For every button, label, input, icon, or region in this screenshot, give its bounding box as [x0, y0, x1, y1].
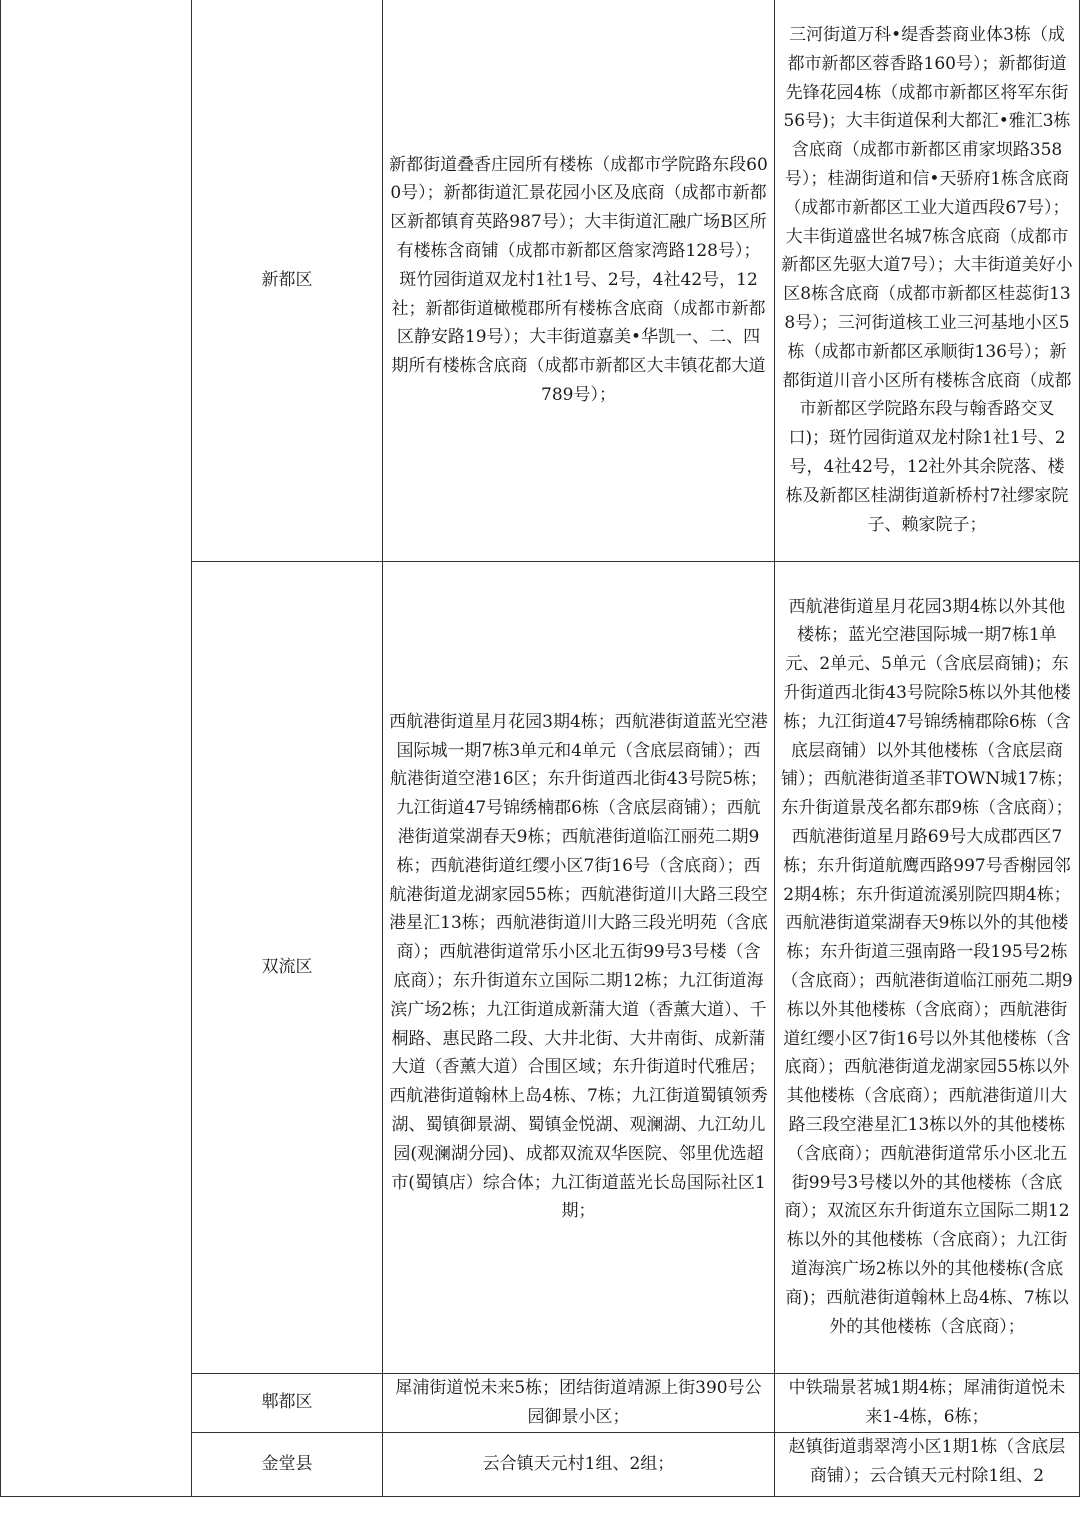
medium-risk-area: 三河街道万科•缇香荟商业体3栋（成都市新都区蓉香路160号）；新都街道先锋花园4栋（成都市新都区将军东街56号)；大丰街道保利大都汇•雅汇3栋含底商（成都市新都区甫家坝路358号）；桂湖街道和信•天骄府1栋含底商（成都市新都区工业大道西段67号）；大丰街道盛世名城7栋含底商（成都市新都区先驱大道7号）；大丰街道美好小区8栋含底商（成都市新都区桂蕊街138号）；三河街道核工业三河基地小区5栋（成都市新都区承顺街136号）；新都街道川音小区所有楼栋含底商（成都市新都区学院路东段与翰香路交叉口)；斑竹园街道双龙村除1社1号、2号，4社42号，12社外其余院落、楼栋及新都区桂湖街道新桥村7社缪家院子、赖家院子；: [775, 0, 1080, 561]
district-name: 双流区: [192, 561, 383, 1373]
high-risk-area: 犀浦街道悦未来5栋；团结街道靖源上街390号公园御景小区；: [383, 1373, 775, 1432]
medium-risk-area: 西航港街道星月花园3期4栋以外其他楼栋；蓝光空港国际城一期7栋1单元、2单元、5单元（含底层商铺)；东升街道西北街43号院除5栋以外其他楼栋；九江街道47号锦绣楠郡除6栋（含底层商铺）以外其他楼栋（含底层商铺）；西航港街道圣菲TOWN城17栋；东升街道景茂名都东郡9栋（含底商）；西航港街道星月路69号大成郡西区7栋；东升街道航鹰西路997号香榭园邻2期4栋；东升街道流溪别院四期4栋；西航港街道棠湖春天9栋以外的其他楼栋；东升街道三强南路一段195号2栋（含底商）；西航港街道临江丽苑二期9栋以外其他楼栋（含底商）；西航港街道红缨小区7街16号以外其他楼栋（含底商）；西航港街道龙湖家园55栋以外其他楼栋（含底商）；西航港街道川大路三段空港星汇13栋以外的其他楼栋（含底商）；西航港街道常乐小区北五街99号3号楼以外的其他楼栋（含底商）；双流区东升街道东立国际二期12栋以外的其他楼栋（含底商）；九江街道海滨广场2栋以外的其他楼栋(含底商)；西航港街道翰林上岛4栋、7栋以外的其他楼栋（含底商）；: [775, 561, 1080, 1373]
district-name: 金堂县: [192, 1432, 383, 1496]
medium-risk-area-text: 赵镇街道翡翠湾小区1期1栋（含底层商铺）；云合镇天元村除1组、2: [788, 1437, 1066, 1486]
district-name: 新都区: [192, 0, 383, 561]
table-row: [1, 0, 1080, 561]
high-risk-area: 云合镇天元村1组、2组；: [383, 1432, 775, 1496]
high-risk-area: 西航港街道星月花园3期4栋；西航港街道蓝光空港国际城一期7栋3单元和4单元（含底层商铺）；西航港街道空港16区；东升街道西北街43号院5栋；九江街道47号锦绣楠郡6栋（含底层商铺）；西航港街道棠湖春天9栋；西航港街道临江丽苑二期9栋；西航港街道红缨小区7街16号（含底商）；西航港街道龙湖家园55栋；西航港街道川大路三段空港星汇13栋；西航港街道川大路三段光明苑（含底商）；西航港街道常乐小区北五街99号3号楼（含底商）；东升街道东立国际二期12栋；九江街道海滨广场2栋；九江街道成新蒲大道（香薰大道）、千桐路、惠民路二段、大井北街、大井南街、成新蒲大道（香薰大道）合围区域；东升街道时代雅居；西航港街道翰林上岛4栋、7栋；九江街道蜀镇领秀湖、蜀镇御景湖、蜀镇金悦湖、观澜湖、九江幼儿园(观澜湖分园)、成都双流双华医院、邻里优选超市(蜀镇店）综合体；九江街道蓝光长岛国际社区1期；: [383, 561, 775, 1373]
medium-risk-area: [775, 1432, 1080, 1496]
city-merged-cell: [1, 0, 192, 1496]
high-risk-area: 新都街道叠香庄园所有楼栋（成都市学院路东段600号）；新都街道汇景花园小区及底商（成都市新都区新都镇育英路987号）；大丰街道汇融广场B区所有楼栋含商铺（成都市新都区詹家湾路128号）；斑竹园街道双龙村1社1号、2号，4社42号，12社；新都街道橄榄郡所有楼栋含底商（成都市新都区静安路19号）；大丰街道嘉美•华凯一、二、四期所有楼栋含底商（成都市新都区大丰镇花都大道789号）；: [383, 0, 775, 561]
district-name: 郫都区: [192, 1373, 383, 1432]
medium-risk-area: 中铁瑞景茗城1期4栋；犀浦街道悦未来1-4栋，6栋；: [775, 1373, 1080, 1432]
